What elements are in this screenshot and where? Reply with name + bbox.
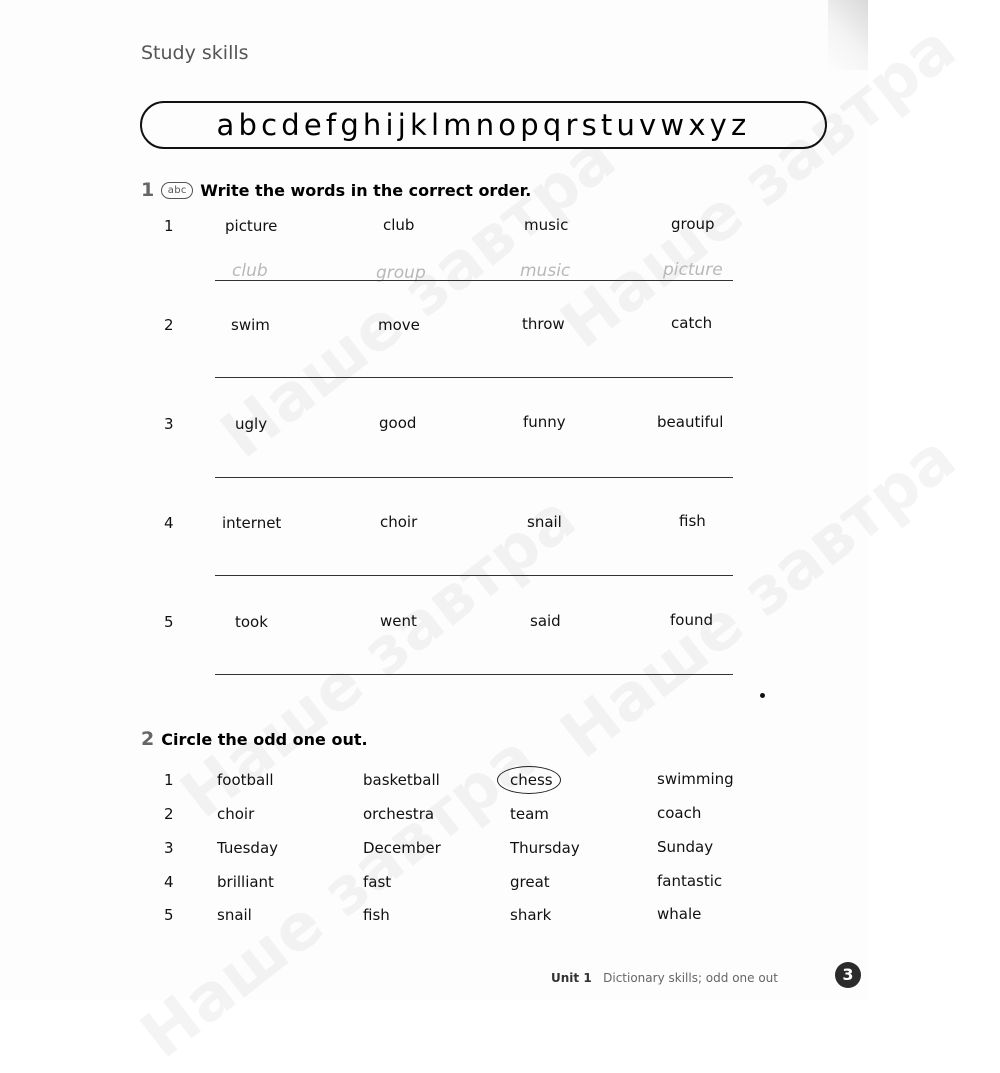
exercise-number: 2 — [141, 728, 155, 750]
row-number: 1 — [164, 771, 174, 789]
exercise-2-heading — [141, 728, 368, 750]
page-footer — [551, 971, 778, 985]
word: group — [671, 215, 715, 233]
handwritten-answer: picture — [663, 260, 723, 280]
footer-topic: Dictionary skills; odd one out — [603, 971, 778, 985]
word: snail — [527, 513, 562, 531]
answer-line[interactable] — [215, 377, 733, 378]
abc-icon: abc — [161, 182, 193, 199]
word: ugly — [235, 415, 268, 433]
word[interactable]: snail — [217, 906, 252, 924]
answer-line[interactable] — [215, 575, 733, 576]
answer-line[interactable] — [215, 477, 733, 478]
section-title: Study skills — [141, 42, 249, 64]
word: picture — [225, 217, 278, 235]
word[interactable]: football — [217, 771, 274, 789]
word[interactable]: great — [510, 873, 550, 891]
word[interactable]: choir — [217, 805, 255, 823]
word-circled[interactable]: chess — [510, 771, 553, 789]
page-number-badge: 3 — [835, 962, 861, 988]
word: choir — [380, 513, 418, 531]
word[interactable]: orchestra — [363, 805, 435, 823]
exercise-instruction: Circle the odd one out. — [161, 729, 368, 749]
word[interactable]: shark — [510, 906, 552, 924]
word[interactable]: Sunday — [657, 838, 714, 856]
word: found — [670, 611, 713, 629]
word[interactable]: basketball — [363, 771, 440, 789]
word: throw — [522, 315, 565, 333]
ink-dot — [760, 693, 765, 698]
word[interactable]: Tuesday — [217, 839, 279, 857]
row-number: 3 — [164, 415, 174, 433]
word[interactable]: brilliant — [217, 873, 274, 891]
word[interactable]: team — [510, 805, 549, 823]
row-number: 2 — [164, 316, 174, 334]
word[interactable]: fast — [363, 873, 392, 891]
word: move — [378, 316, 420, 334]
handwritten-answer: club — [232, 261, 268, 281]
word: good — [379, 414, 417, 432]
word[interactable]: December — [363, 839, 441, 857]
word: said — [530, 612, 561, 630]
row-number: 4 — [164, 514, 174, 532]
word[interactable]: swimming — [657, 770, 734, 788]
word[interactable]: coach — [657, 804, 702, 822]
row-number: 5 — [164, 613, 174, 631]
word[interactable]: Thursday — [510, 839, 580, 857]
word: catch — [671, 314, 713, 332]
word: funny — [523, 413, 566, 431]
answer-line[interactable] — [215, 280, 733, 281]
word[interactable]: fantastic — [657, 872, 723, 890]
word[interactable]: whale — [657, 905, 702, 923]
exercise-instruction: Write the words in the correct order. — [200, 180, 532, 200]
row-number: 2 — [164, 805, 174, 823]
word: fish — [679, 512, 706, 530]
row-number: 4 — [164, 873, 174, 891]
row-number: 3 — [164, 839, 174, 857]
alphabet-strip: abcdefghijklmnopqrstuvwxyz — [140, 101, 827, 149]
page-margin — [868, 0, 1000, 1000]
word: internet — [222, 514, 282, 532]
page-corner-shadow — [828, 0, 868, 70]
word: beautiful — [657, 413, 724, 431]
row-number: 5 — [164, 906, 174, 924]
row-number: 1 — [164, 217, 174, 235]
watermark — [208, 121, 630, 473]
watermark — [128, 721, 550, 1073]
handwritten-answer: group — [376, 263, 426, 283]
word[interactable]: fish — [363, 906, 390, 924]
answer-line[interactable] — [215, 674, 733, 675]
word: swim — [231, 316, 270, 334]
handwritten-answer: music — [520, 261, 571, 281]
word: music — [524, 216, 569, 234]
footer-unit: Unit 1 — [551, 971, 592, 985]
word: went — [380, 612, 417, 630]
word: club — [383, 216, 415, 234]
exercise-1-heading — [141, 179, 531, 201]
exercise-number: 1 — [141, 179, 155, 201]
word: took — [235, 613, 268, 631]
